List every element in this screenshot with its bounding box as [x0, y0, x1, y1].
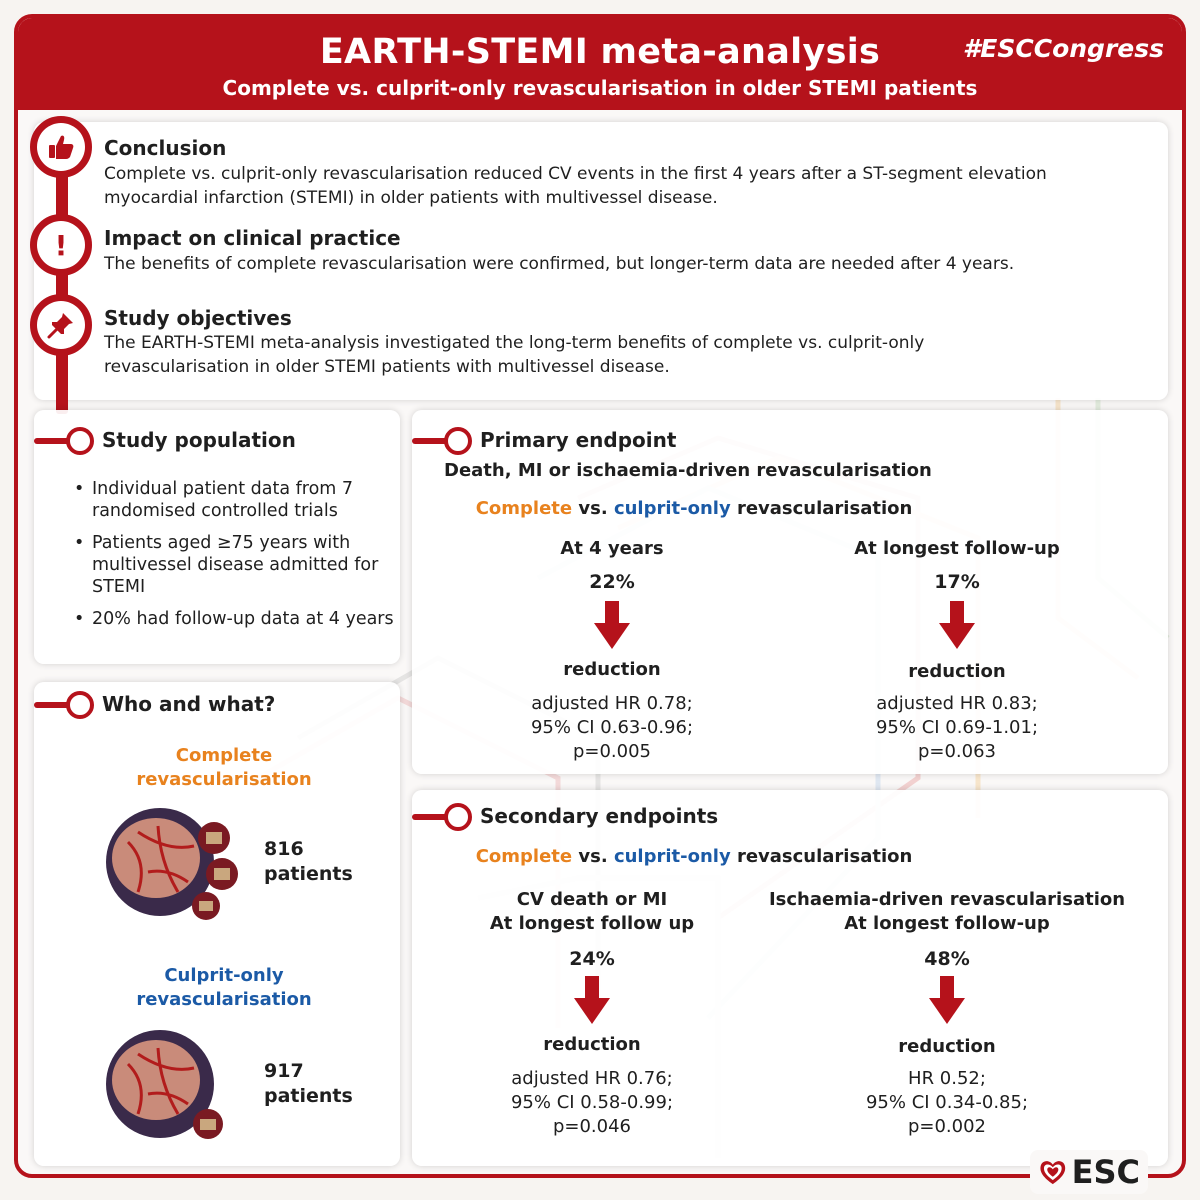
primary-right-stat1: adjusted HR 0.83; [876, 693, 1038, 714]
page-title: EARTH-STEMI meta-analysis [319, 32, 881, 72]
primary-left-stat2: 95% CI 0.63-0.96; [530, 717, 694, 738]
down-arrow-icon [929, 976, 965, 1026]
secondary-right-stat2: 95% CI 0.34-0.85; [865, 1092, 1029, 1113]
secondary-left-label2: At longest follow up [489, 913, 695, 934]
secondary-left-reduction: reduction [543, 1034, 641, 1055]
heart-illustration-complete [98, 802, 238, 922]
down-arrow-icon [574, 976, 610, 1026]
primary-left-stat3: p=0.005 [572, 741, 652, 762]
objectives-icon-badge [30, 294, 92, 356]
primary-left-label: At 4 years [560, 538, 664, 559]
primary-header [412, 426, 812, 456]
down-arrow-icon [594, 601, 630, 651]
primary-left-reduction: reduction [563, 659, 661, 680]
primary-right-column [822, 538, 1092, 764]
exclamation-icon: ! [37, 221, 85, 269]
primary-endpoint-card [412, 410, 1168, 774]
comparison-complete: Complete [475, 846, 573, 867]
secondary-right-stat3: p=0.002 [907, 1116, 987, 1137]
thumbs-up-icon [46, 132, 76, 162]
heart-illustration-culprit [98, 1024, 238, 1144]
secondary-left-stat2: 95% CI 0.58-0.99; [510, 1092, 674, 1113]
secondary-title: Secondary endpoints [480, 804, 719, 828]
secondary-endpoints-card [412, 790, 1168, 1166]
secondary-right-pct: 48% [924, 948, 970, 970]
comparison-vs: vs. [572, 498, 614, 519]
pin-icon [46, 310, 76, 340]
complete-unit: patients [264, 863, 353, 885]
secondary-right-label2: At longest follow-up [844, 913, 1050, 934]
heart-icon [1038, 1150, 1068, 1194]
secondary-left-column [452, 888, 732, 1139]
complete-group-label [124, 744, 324, 792]
comparison-culprit: culprit-only [613, 498, 731, 519]
primary-left-column [482, 538, 742, 764]
secondary-left-pct: 24% [569, 948, 615, 970]
primary-right-reduction: reduction [908, 661, 1006, 682]
comparison-culprit: culprit-only [613, 846, 731, 867]
secondary-right-label1: Ischaemia-driven revascularisation [768, 889, 1126, 910]
secondary-right-column [762, 888, 1132, 1139]
population-list [74, 478, 404, 640]
conclusion-title: Conclusion [104, 136, 227, 160]
primary-right-stat3: p=0.063 [917, 741, 997, 762]
impact-icon-badge [30, 214, 92, 276]
comparison-vs: vs. [572, 846, 614, 867]
complete-label-line2: revascularisation [136, 769, 312, 790]
culprit-unit: patients [264, 1085, 353, 1107]
list-item: • Individual patient data from 7 randomised controlled trials [74, 478, 404, 522]
who-and-what-card [34, 682, 400, 1166]
esc-logo-text: ESC [1071, 1153, 1140, 1191]
primary-left-stat1: adjusted HR 0.78; [531, 693, 693, 714]
down-arrow-icon [939, 601, 975, 651]
primary-left-pct: 22% [589, 571, 635, 593]
comparison-rest: revascularisation [730, 498, 913, 519]
culprit-group-label [124, 964, 324, 1012]
complete-label-line1: Complete [175, 745, 273, 766]
esc-logo [1030, 1150, 1148, 1194]
secondary-right-reduction: reduction [898, 1036, 996, 1057]
objectives-text: The EARTH-STEMI meta-analysis investigated the long-term benefits of complete vs. culprit-only revascularisation in older STEMI patients with multivessel disease. [104, 333, 925, 377]
culprit-label-line1: Culprit-only [164, 965, 284, 986]
primary-right-pct: 17% [934, 571, 980, 593]
infographic-frame [14, 14, 1186, 1178]
secondary-header [412, 802, 812, 832]
study-population-title: Study population [102, 428, 296, 452]
conclusion-icon-badge [30, 116, 92, 178]
secondary-right-stat1: HR 0.52; [908, 1068, 986, 1089]
primary-right-label: At longest follow-up [854, 538, 1060, 559]
impact-text: The benefits of complete revascularisation were confirmed, but longer-term data are needed after 4 years. [104, 254, 1015, 274]
complete-count: 816 [264, 838, 304, 860]
culprit-count: 917 [264, 1060, 304, 1082]
secondary-comparison [412, 846, 976, 867]
study-population-header [34, 426, 394, 456]
header-banner [18, 18, 1182, 110]
secondary-left-stat3: p=0.046 [552, 1116, 632, 1137]
comparison-rest: revascularisation [730, 846, 913, 867]
conclusion-text: Complete vs. culprit-only revascularisation reduced CV events in the first 4 years after a ST-segment elevation myocardial infarction (STEMI) in older patients with multivessel disease. [104, 164, 1047, 208]
who-title: Who and what? [102, 692, 276, 716]
culprit-label-line2: revascularisation [136, 989, 312, 1010]
primary-endpoint-definition: Death, MI or ischaemia-driven revascularisation [444, 460, 932, 481]
secondary-left-stat1: adjusted HR 0.76; [511, 1068, 673, 1089]
primary-right-stat2: 95% CI 0.69-1.01; [875, 717, 1039, 738]
hashtag: #ESCCongress [962, 34, 1164, 63]
primary-comparison [412, 498, 976, 519]
page-subtitle: Complete vs. culprit-only revascularisation in older STEMI patients [222, 76, 978, 100]
primary-title: Primary endpoint [480, 428, 677, 452]
list-item: • 20% had follow-up data at 4 years [74, 608, 404, 630]
study-population-card [34, 410, 400, 664]
impact-title: Impact on clinical practice [104, 226, 401, 250]
comparison-complete: Complete [475, 498, 573, 519]
who-header [34, 690, 394, 720]
list-item: • Patients aged ≥75 years with multivessel disease admitted for STEMI [74, 532, 404, 598]
secondary-left-label1: CV death or MI [516, 889, 668, 910]
objectives-title: Study objectives [104, 306, 292, 330]
